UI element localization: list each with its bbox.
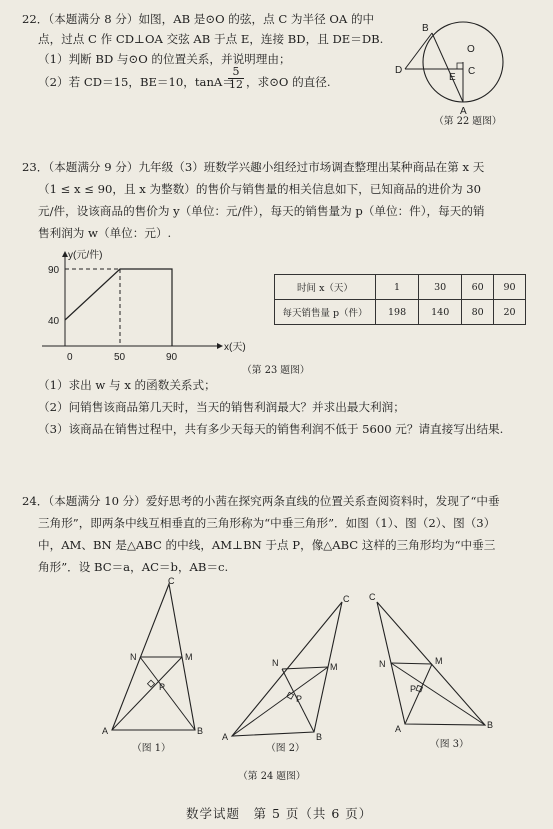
right-angle-p bbox=[416, 685, 422, 691]
label-c: C bbox=[369, 592, 376, 602]
q24-line-3: 中，AM、BN 是△ABC 的中线，AM⊥BN 于点 P，像△ABC 这样的三角形均为“中垂三 bbox=[38, 538, 496, 552]
y-tick-90: 90 bbox=[48, 265, 60, 276]
q22-line-1: 22．（本题满分 8 分）如图，AB 是⊙O 的弦，点 C 为半径 OA 的中 bbox=[22, 12, 375, 26]
q24-figure-1 bbox=[90, 578, 220, 738]
page-footer: 数学试题 第 5 页（共 6 页） bbox=[186, 806, 373, 821]
q23-subq-3: （3）该商品在销售过程中，共有多少天每天的销售利润不低于 5600 元？请直接写出结果. bbox=[38, 422, 504, 436]
table-cell: 1 bbox=[376, 275, 419, 300]
label-c: C bbox=[168, 576, 175, 586]
q24-caption: （第 24 题图） bbox=[238, 771, 306, 782]
q24-fig3-caption: （图 3） bbox=[430, 739, 469, 750]
x-axis-label: x(天) bbox=[224, 342, 246, 353]
table-cell: 20 bbox=[494, 300, 526, 325]
q23-price-graph bbox=[40, 244, 246, 366]
q22-fraction bbox=[228, 66, 244, 91]
table-row bbox=[275, 275, 526, 300]
median-am bbox=[112, 657, 182, 730]
table-head-time: 时间 x（天） bbox=[275, 275, 376, 300]
q24-fig2-caption: （图 2） bbox=[266, 743, 305, 754]
label-a: A bbox=[460, 106, 467, 117]
label-d: D bbox=[395, 65, 403, 76]
label-a: A bbox=[102, 726, 109, 736]
q23-line-2: （1 ≤ x ≤ 90，且 x 为整数）的售价与销售量的相关信息如下，已知商品的进价为 30 bbox=[38, 182, 481, 196]
label-e: E bbox=[449, 72, 456, 83]
table-row bbox=[275, 300, 526, 325]
segment-mn bbox=[391, 663, 432, 664]
median-bn bbox=[140, 657, 195, 730]
label-a: A bbox=[222, 732, 229, 742]
table-cell: 198 bbox=[376, 300, 419, 325]
y-axis-label: y(元/件) bbox=[68, 250, 103, 261]
label-b: B bbox=[487, 720, 494, 730]
label-o: O bbox=[467, 44, 475, 55]
label-n: N bbox=[379, 659, 386, 669]
q22-tan-denominator: 12 bbox=[229, 78, 243, 91]
x-tick-50: 50 bbox=[114, 352, 126, 363]
x-tick-90: 90 bbox=[166, 352, 178, 363]
q23-line-4: 售利润为 w（单位：元）. bbox=[38, 226, 172, 240]
q22-figure bbox=[388, 10, 548, 120]
label-n: N bbox=[272, 658, 279, 668]
table-cell: 140 bbox=[419, 300, 462, 325]
q24-line-4: 角形”．设 BC＝a，AC＝b，AB＝c. bbox=[38, 560, 229, 574]
right-angle-c bbox=[457, 63, 463, 69]
label-c: C bbox=[343, 594, 350, 604]
table-head-sales: 每天销售量 p（件） bbox=[275, 300, 376, 325]
table-cell: 30 bbox=[419, 275, 462, 300]
price-line bbox=[65, 269, 172, 346]
segment-bd bbox=[405, 33, 432, 69]
q22-caption: （第 22 题图） bbox=[434, 116, 502, 127]
table-cell: 90 bbox=[494, 275, 526, 300]
q23-subq-1: （1）求出 w 与 x 的函数关系式； bbox=[38, 378, 216, 392]
table-cell: 60 bbox=[462, 275, 494, 300]
q23-line-3: 元/件，设该商品的售价为 y（单位：元/件），每天的销售量为 p（单位：件），每天的销 bbox=[38, 204, 485, 218]
q24-figure-2 bbox=[220, 590, 360, 740]
q22-line-2: 点，过点 C 作 CD⊥OA 交弦 AB 于点 E，连接 BD，且 DE＝DB. bbox=[38, 32, 384, 46]
q24-line-1: 24．（本题满分 10 分）爱好思考的小茜在探究两条直线的位置关系查阅资料时，发现了“中垂 bbox=[22, 494, 500, 508]
label-p: P bbox=[159, 682, 166, 692]
label-b: B bbox=[422, 23, 429, 34]
median-am bbox=[405, 664, 432, 724]
label-c: C bbox=[468, 66, 476, 77]
q23-line-1: 23．（本题满分 9 分）九年级（3）班数学兴趣小组经过市场调查整理出某种商品在第 x 天 bbox=[22, 160, 485, 174]
label-p: P bbox=[296, 694, 303, 704]
table-cell: 80 bbox=[462, 300, 494, 325]
q24-figure-3 bbox=[365, 588, 505, 738]
q23-caption: （第 23 题图） bbox=[242, 365, 310, 376]
y-tick-40: 40 bbox=[48, 316, 60, 327]
q22-subq-2-end: ，求⊙O 的直径. bbox=[246, 75, 331, 89]
label-m: M bbox=[435, 656, 443, 666]
label-m: M bbox=[330, 662, 338, 672]
label-a: A bbox=[395, 724, 402, 734]
q23-subq-2: （2）问销售该商品第几天时，当天的销售利润最大？并求出最大利润； bbox=[38, 400, 405, 414]
label-n: N bbox=[130, 652, 137, 662]
label-b: B bbox=[197, 726, 204, 736]
q22-subq-2-start: （2）若 CD＝15，BE＝10，tanA＝ bbox=[38, 75, 234, 89]
q24-line-2: 三角形”，即两条中线互相垂直的三角形称为“中垂三角形”．如图（1）、图（2）、图（3） bbox=[38, 516, 496, 530]
label-b: B bbox=[316, 732, 323, 742]
label-p: P bbox=[410, 684, 417, 694]
q22-tan-numerator: 5 bbox=[232, 65, 240, 78]
q24-fig1-caption: （图 1） bbox=[132, 743, 171, 754]
x-tick-0: 0 bbox=[67, 352, 73, 363]
q22-subq-1: （1）判断 BD 与⊙O 的位置关系，并说明理由； bbox=[38, 52, 291, 66]
q23-sales-table bbox=[274, 274, 526, 325]
label-m: M bbox=[185, 652, 193, 662]
